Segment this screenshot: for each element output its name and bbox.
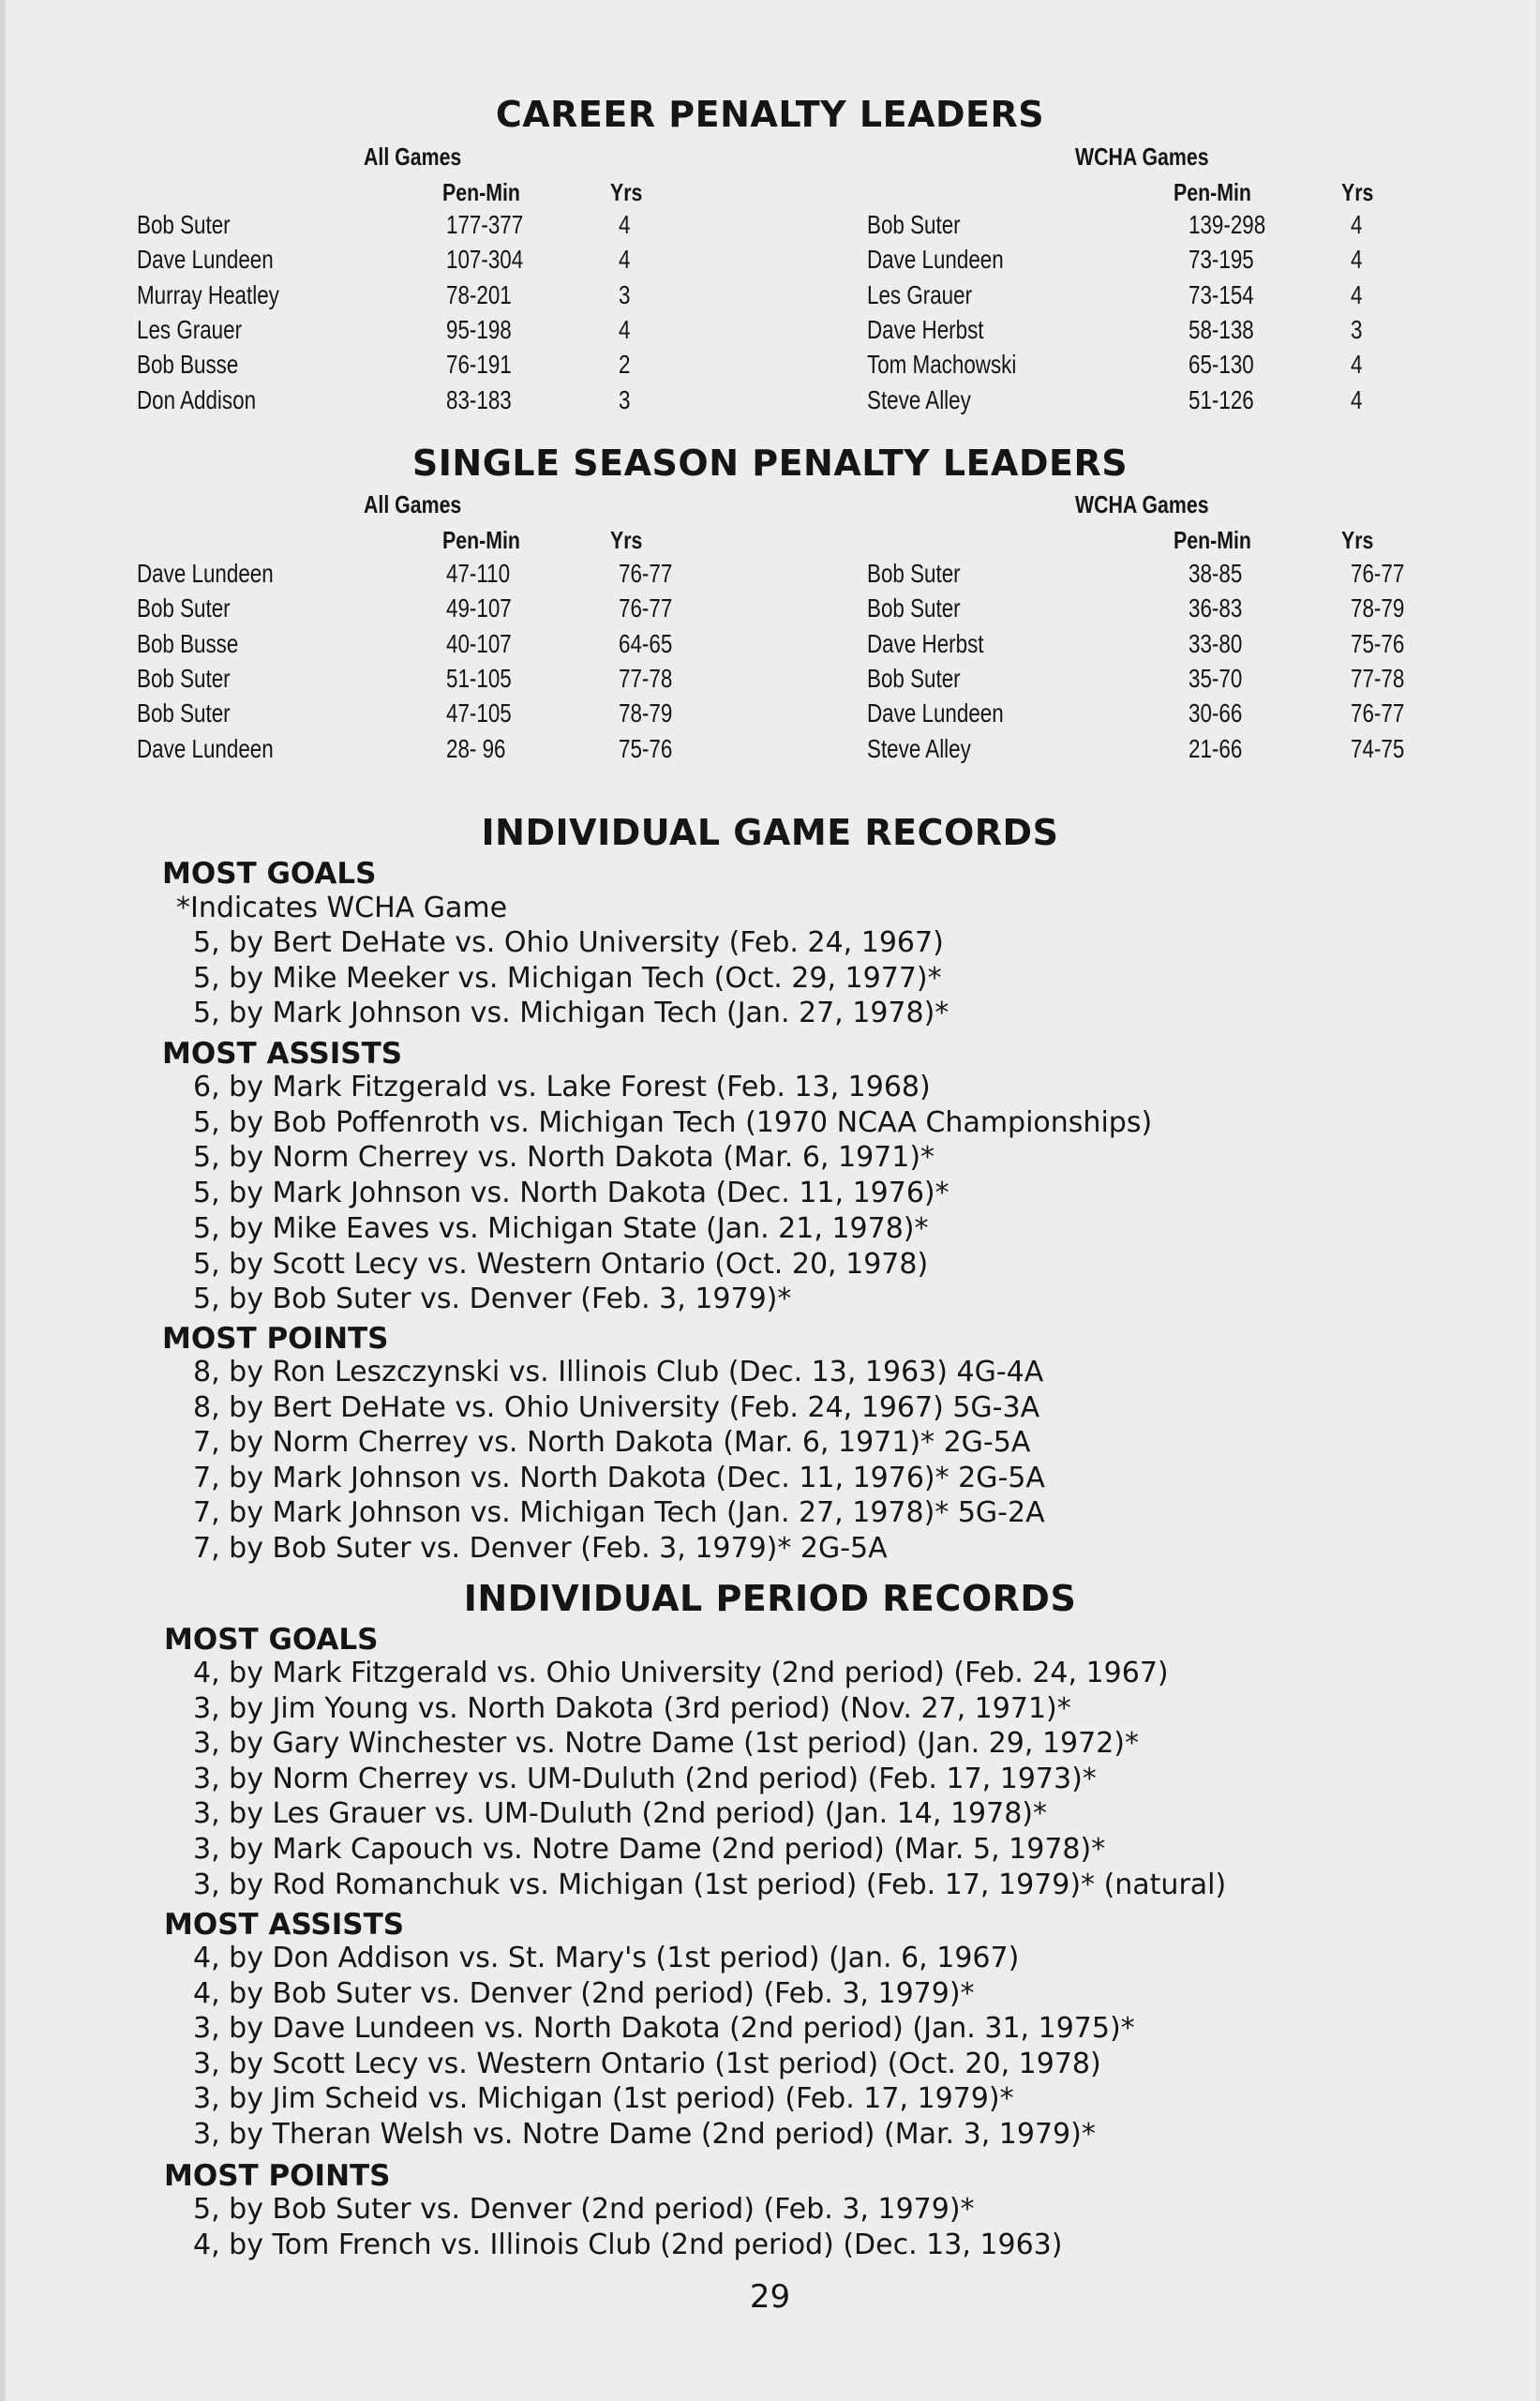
record-line: 3, by Theran Welsh vs. Notre Dame (2nd period) (Mar. 3, 1979)* <box>193 2118 1096 2151</box>
table-cell: 33-80 <box>1189 628 1243 658</box>
table-cell: 35-70 <box>1189 663 1243 693</box>
record-line: 5, by Norm Cherrey vs. North Dakota (Mar. 6, 1971)* <box>193 1141 935 1175</box>
record-line: 3, by Gary Winchester vs. Notre Dame (1st period) (Jan. 29, 1972)* <box>193 1727 1140 1761</box>
table-cell: 177-377 <box>446 210 524 239</box>
record-line: 5, by Bob Suter vs. Denver (Feb. 3, 1979)* <box>193 1283 792 1316</box>
table-cell: Bob Suter <box>137 698 231 728</box>
period-most-assists-heading: MOST ASSISTS <box>164 1908 405 1942</box>
table-cell: 36-83 <box>1189 593 1243 623</box>
single-season-penalty-table <box>0 0 1540 778</box>
single-season-penalty-title: SINGLE SEASON PENALTY LEADERS <box>411 443 1129 484</box>
record-line: 5, by Mark Johnson vs. North Dakota (Dec. 11, 1976)* <box>193 1177 949 1210</box>
table-cell: 4 <box>1351 279 1363 309</box>
table-cell: Dave Lundeen <box>137 245 274 275</box>
record-line: 5, by Scott Lecy vs. Western Ontario (Oct. 20, 1978) <box>193 1247 929 1281</box>
record-line: 4, by Tom French vs. Illinois Club (2nd period) (Dec. 13, 1963) <box>193 2228 1063 2261</box>
table-cell: Bob Suter <box>867 663 961 693</box>
game-most-assists-heading: MOST ASSISTS <box>162 1037 403 1071</box>
table-cell: 4 <box>619 245 631 275</box>
period-most-goals-heading: MOST GOALS <box>164 1623 379 1657</box>
career-wcha-yrs-header: Yrs <box>1341 178 1374 206</box>
career-wcha-penmin-header: Pen-Min <box>1174 178 1251 206</box>
table-cell: 78-201 <box>446 279 512 309</box>
table-cell: 58-138 <box>1189 314 1254 344</box>
table-cell: Dave Herbst <box>867 628 984 658</box>
record-line: 3, by Norm Cherrey vs. UM-Duluth (2nd period) (Feb. 17, 1973)* <box>193 1762 1097 1795</box>
table-cell: 76-77 <box>1351 698 1405 728</box>
table-cell: 3 <box>1351 314 1363 344</box>
table-cell: 21-66 <box>1189 733 1243 763</box>
table-cell: 49-107 <box>446 593 512 623</box>
table-cell: 38-85 <box>1189 559 1243 588</box>
table-cell: Dave Lundeen <box>137 559 274 588</box>
record-line: 5, by Bob Poffenroth vs. Michigan Tech (1970 NCAA Championships) <box>193 1105 1153 1139</box>
page-number: 29 <box>749 2278 791 2316</box>
wcha-game-note: *Indicates WCHA Game <box>176 892 508 924</box>
table-cell: 74-75 <box>1351 733 1405 763</box>
table-cell: 47-105 <box>446 698 512 728</box>
table-cell: Les Grauer <box>137 314 243 344</box>
table-cell: Bob Suter <box>137 663 231 693</box>
table-cell: Bob Suter <box>867 593 961 623</box>
table-cell: 3 <box>619 279 631 309</box>
table-cell: 28- 96 <box>446 733 506 763</box>
record-line: 3, by Mark Capouch vs. Notre Dame (2nd period) (Mar. 5, 1978)* <box>193 1833 1106 1866</box>
table-cell: 64-65 <box>619 628 673 658</box>
table-cell: 51-105 <box>446 663 512 693</box>
record-line: 3, by Scott Lecy vs. Western Ontario (1st period) (Oct. 20, 1978) <box>193 2047 1101 2080</box>
table-cell: Don Addison <box>137 384 257 414</box>
table-cell: Bob Suter <box>867 210 961 239</box>
record-line: 4, by Don Addison vs. St. Mary's (1st period) (Jan. 6, 1967) <box>193 1942 1020 1974</box>
table-cell: 4 <box>1351 350 1363 380</box>
single-wcha-yrs-header: Yrs <box>1341 526 1374 554</box>
record-line: 5, by Mike Meeker vs. Michigan Tech (Oct. 29, 1977)* <box>193 961 942 995</box>
table-cell: Bob Suter <box>867 559 961 588</box>
record-line: 3, by Jim Scheid vs. Michigan (1st period) (Feb. 17, 1979)* <box>193 2082 1014 2116</box>
table-cell: Steve Alley <box>867 733 971 763</box>
table-cell: 47-110 <box>446 559 511 588</box>
single-wcha-games-label: WCHA Games <box>1075 490 1209 518</box>
table-cell: 40-107 <box>446 628 512 658</box>
record-line: 6, by Mark Fitzgerald vs. Lake Forest (Feb. 13, 1968) <box>193 1071 931 1103</box>
record-line: 8, by Bert DeHate vs. Ohio University (Feb. 24, 1967) 5G-3A <box>193 1390 1040 1424</box>
table-cell: 73-195 <box>1189 245 1254 275</box>
record-line: 5, by Mark Johnson vs. Michigan Tech (Jan. 27, 1978)* <box>193 997 949 1029</box>
game-records-title: INDIVIDUAL GAME RECORDS <box>481 812 1059 853</box>
career-all-penmin-header: Pen-Min <box>442 178 520 206</box>
table-cell: Dave Herbst <box>867 314 984 344</box>
table-cell: Dave Lundeen <box>867 698 1004 728</box>
record-line: 5, by Mike Eaves vs. Michigan State (Jan. 21, 1978)* <box>193 1211 929 1245</box>
record-line: 4, by Bob Suter vs. Denver (2nd period) (Feb. 3, 1979)* <box>193 1976 975 2010</box>
record-line: 7, by Mark Johnson vs. North Dakota (Dec. 11, 1976)* 2G-5A <box>193 1461 1045 1494</box>
record-line: 3, by Jim Young vs. North Dakota (3rd period) (Nov. 27, 1971)* <box>193 1691 1071 1725</box>
table-cell: 4 <box>1351 245 1363 275</box>
record-line: 5, by Bert DeHate vs. Ohio University (Feb. 24, 1967) <box>193 926 944 959</box>
record-line: 3, by Dave Lundeen vs. North Dakota (2nd period) (Jan. 31, 1975)* <box>193 2012 1135 2046</box>
table-cell: 83-183 <box>446 384 512 414</box>
period-most-points-heading: MOST POINTS <box>164 2159 391 2193</box>
record-line: 5, by Bob Suter vs. Denver (2nd period) (Feb. 3, 1979)* <box>193 2193 975 2226</box>
table-cell: 76-191 <box>446 350 512 380</box>
table-cell: 77-78 <box>619 663 673 693</box>
table-cell: 107-304 <box>446 245 524 275</box>
table-cell: Murray Heatley <box>137 279 279 309</box>
single-wcha-penmin-header: Pen-Min <box>1174 526 1251 554</box>
table-cell: 73-154 <box>1189 279 1254 309</box>
table-cell: Dave Lundeen <box>137 733 274 763</box>
career-all-yrs-header: Yrs <box>610 178 643 206</box>
single-all-penmin-header: Pen-Min <box>442 526 520 554</box>
table-cell: Bob Busse <box>137 628 239 658</box>
record-line: 7, by Mark Johnson vs. Michigan Tech (Jan. 27, 1978)* 5G-2A <box>193 1496 1045 1530</box>
table-cell: Dave Lundeen <box>867 245 1004 275</box>
table-cell: 139-298 <box>1189 210 1266 239</box>
table-cell: 75-76 <box>1351 628 1405 658</box>
table-cell: 76-77 <box>619 559 673 588</box>
table-cell: Tom Machowski <box>867 350 1017 380</box>
career-all-games-label: All Games <box>364 143 462 171</box>
single-all-games-label: All Games <box>364 490 462 518</box>
table-cell: Steve Alley <box>867 384 971 414</box>
record-line: 7, by Bob Suter vs. Denver (Feb. 3, 1979)* 2G-5A <box>193 1532 888 1565</box>
career-wcha-games-label: WCHA Games <box>1075 143 1209 171</box>
table-cell: 51-126 <box>1189 384 1254 414</box>
table-cell: 4 <box>1351 384 1363 414</box>
table-cell: 30-66 <box>1189 698 1243 728</box>
table-cell: Bob Suter <box>137 210 231 239</box>
record-line: 4, by Mark Fitzgerald vs. Ohio University (2nd period) (Feb. 24, 1967) <box>193 1657 1169 1689</box>
table-cell: 4 <box>619 210 631 239</box>
table-cell: 4 <box>619 314 631 344</box>
table-cell: 2 <box>619 350 631 380</box>
table-cell: 75-76 <box>619 733 673 763</box>
table-cell: 78-79 <box>1351 593 1405 623</box>
single-all-yrs-header: Yrs <box>610 526 643 554</box>
career-penalty-title: CAREER PENALTY LEADERS <box>495 94 1045 135</box>
game-most-points-heading: MOST POINTS <box>162 1322 389 1356</box>
record-line: 3, by Rod Romanchuk vs. Michigan (1st period) (Feb. 17, 1979)* (natural) <box>193 1868 1227 1901</box>
record-line: 7, by Norm Cherrey vs. North Dakota (Mar. 6, 1971)* 2G-5A <box>193 1426 1031 1460</box>
table-cell: Bob Suter <box>137 593 231 623</box>
table-cell: Les Grauer <box>867 279 973 309</box>
table-cell: 76-77 <box>619 593 673 623</box>
table-cell: 3 <box>619 384 631 414</box>
table-cell: 78-79 <box>619 698 673 728</box>
game-most-goals-heading: MOST GOALS <box>162 857 377 891</box>
record-line: 8, by Ron Leszczynski vs. Illinois Club (Dec. 13, 1963) 4G-4A <box>193 1356 1044 1388</box>
record-line: 3, by Les Grauer vs. UM-Duluth (2nd period) (Jan. 14, 1978)* <box>193 1797 1048 1831</box>
table-cell: 65-130 <box>1189 350 1254 380</box>
table-cell: 76-77 <box>1351 559 1405 588</box>
period-records-title: INDIVIDUAL PERIOD RECORDS <box>463 1578 1077 1619</box>
table-cell: 95-198 <box>446 314 512 344</box>
table-cell: 77-78 <box>1351 663 1405 693</box>
table-cell: Bob Busse <box>137 350 239 380</box>
table-cell: 4 <box>1351 210 1363 239</box>
